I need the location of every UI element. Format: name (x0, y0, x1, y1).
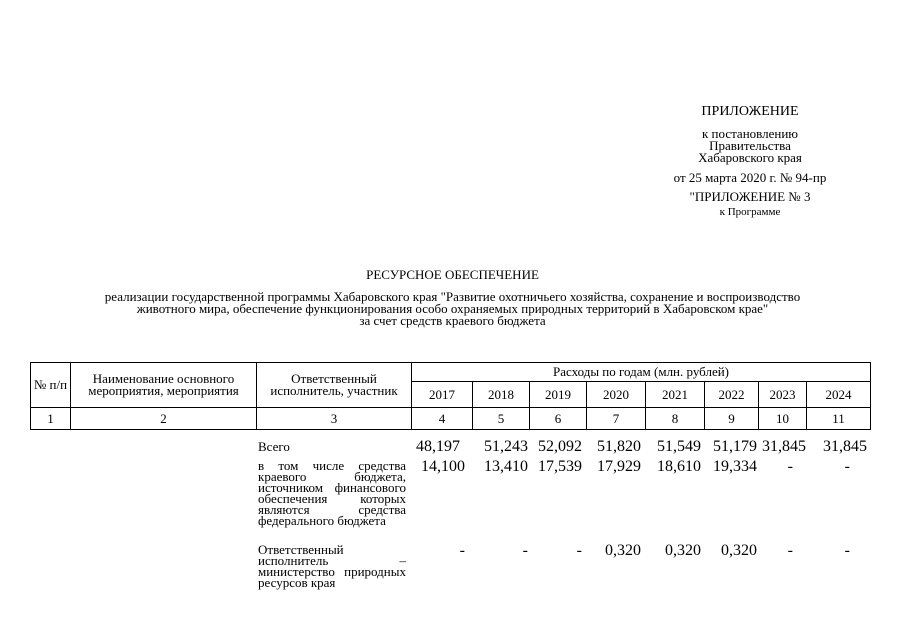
year-header: 2017 (412, 382, 473, 408)
col-index: 5 (473, 408, 530, 430)
table-cell: 14,100 (421, 458, 465, 475)
date-number: от 25 марта 2020 г. № 94-пр (673, 170, 827, 185)
government: Правительства (709, 138, 791, 153)
col-index: 4 (412, 408, 473, 430)
appendix-title: ПРИЛОЖЕНИЕ (701, 104, 799, 119)
table-cell: - (844, 542, 850, 559)
expenses-table-header (30, 362, 871, 430)
col-index: 11 (807, 408, 871, 430)
table-cell: 51,179 (713, 438, 757, 455)
year-header: 2023 (759, 382, 807, 408)
table-cell: 51,820 (597, 438, 641, 455)
row-label-executor: Ответственный исполнитель – министерство природных ресурсов края (258, 544, 406, 590)
row-label-federal: в том числе средства краевого бюджета, источником финансового обеспечения которых являются средства федерального бюджета (258, 460, 406, 528)
table-cell: 52,092 (538, 438, 582, 455)
table-cell: - (787, 458, 793, 475)
col-number-header: № п/п (31, 363, 71, 408)
col-index: 3 (257, 408, 412, 430)
region: Хабаровского края (698, 150, 802, 165)
table-cell: - (844, 458, 850, 475)
table-cell: 19,334 (713, 458, 757, 475)
title-line-2: животного мира, обеспечение функционирования особо охраняемых природных территорий в Хабаровском крае" (136, 301, 769, 316)
table-cell: - (576, 542, 582, 559)
title-line-1: реализации государственной программы Хабаровского края "Развитие охотничьего хозяйства, сохранение и воспроизводство (104, 289, 801, 304)
to-resolution: к постановлению (701, 126, 799, 141)
table-cell: 0,320 (605, 542, 641, 559)
to-program: к Программе (719, 206, 781, 218)
col-index: 9 (705, 408, 759, 430)
table-cell: 13,410 (484, 458, 528, 475)
col-index: 8 (646, 408, 705, 430)
table-cell: 17,539 (538, 458, 582, 475)
col-index: 10 (759, 408, 807, 430)
table-cell: 51,549 (657, 438, 701, 455)
table-cell: 48,197 (416, 438, 460, 455)
appendix-3: "ПРИЛОЖЕНИЕ № 3 (689, 189, 811, 204)
year-header: 2024 (807, 382, 871, 408)
year-header: 2022 (705, 382, 759, 408)
table-cell: - (787, 542, 793, 559)
col-name-header: Наименование основного мероприятия, мероприятия (71, 363, 257, 408)
table-cell: 0,320 (665, 542, 701, 559)
table-cell: 31,845 (823, 438, 867, 455)
col-index: 7 (587, 408, 646, 430)
col-executor-header: Ответственный исполнитель, участник (257, 363, 412, 408)
title-line-3: за счет средств краевого бюджета (359, 313, 546, 328)
table-cell: 31,845 (762, 438, 806, 455)
year-header: 2021 (646, 382, 705, 408)
table-cell: - (522, 542, 528, 559)
year-header: 2018 (473, 382, 530, 408)
col-expenses-header: Расходы по годам (млн. рублей) (412, 363, 871, 382)
table-cell: 17,929 (597, 458, 641, 475)
row-label-total: Всего (258, 439, 290, 454)
table-cell: 51,243 (484, 438, 528, 455)
table-cell: 18,610 (657, 458, 701, 475)
col-index: 2 (71, 408, 257, 430)
col-index: 1 (31, 408, 71, 430)
document-title: РЕСУРСНОЕ ОБЕСПЕЧЕНИЕ (366, 267, 539, 282)
table-cell: 0,320 (721, 542, 757, 559)
year-header: 2019 (530, 382, 587, 408)
year-header: 2020 (587, 382, 646, 408)
table-cell: - (459, 542, 465, 559)
col-index: 6 (530, 408, 587, 430)
